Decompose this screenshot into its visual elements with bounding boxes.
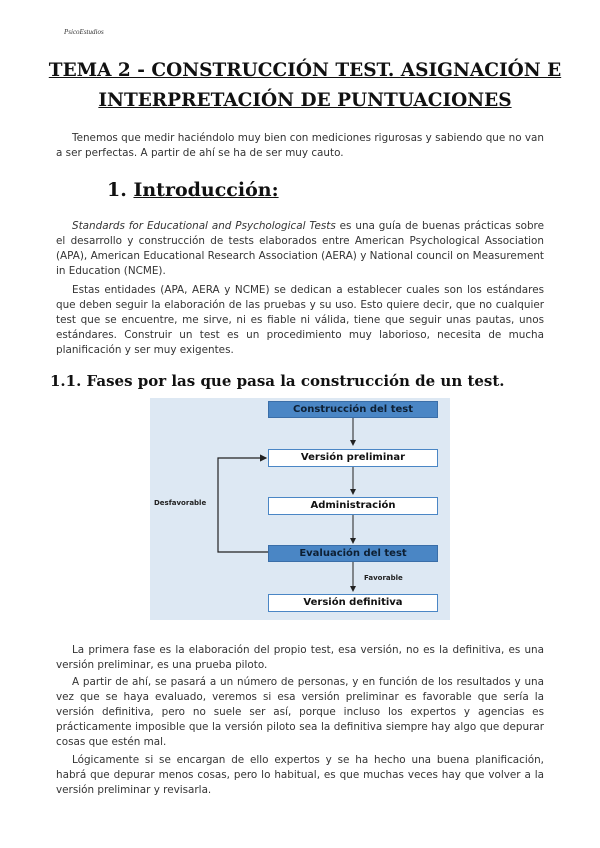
- box-administracion: Administración: [268, 497, 438, 515]
- section-1-1-heading: 1.1. Fases por las que pasa la construcción de un test.: [50, 372, 505, 390]
- header-brand: PsicoEstudios: [64, 28, 104, 36]
- body-paragraph-1: La primera fase es la elaboración del propio test, esa versión, no es la definitiva, es una versión preliminar, es una prueba piloto.: [56, 644, 544, 671]
- box-construccion: Construcción del test: [268, 401, 438, 418]
- feedback-loop-arrow: [218, 458, 268, 552]
- section-1-paragraph-2: Estas entidades (APA, AERA y NCME) se dedican a establecer cuales son los estándares que deben seguir la elaboración de las pruebas y su uso. Esto quiere decir, que no cualquier test que se encuentre, me sirve, ni es fiable ni válida, tiene que seguir unas pautas, unos estándares. Construir un test es un procedimiento muy laborioso, necesita de mucha planificación y ser muy exigentes.: [56, 284, 544, 356]
- label-desfavorable: Desfavorable: [154, 499, 207, 507]
- title-line-1: TEMA 2 - CONSTRUCCIÓN TEST. ASIGNACIÓN E: [48, 60, 562, 81]
- section-1-heading: [107, 179, 279, 201]
- label-favorable: Favorable: [364, 574, 403, 582]
- section-1-paragraph-1: Standards for Educational and Psychological Tests es una guía de buenas prácticas sobre el desarrollo y construcción de tests elaborados entre American Psychological Association (APA), American Educational Research Association (AERA) y National council on Measurement in Education (NCME).: [56, 220, 544, 277]
- intro-paragraph: Tenemos que medir haciéndolo muy bien con mediciones rigurosas y sabiendo que no van a ser perfectas. A partir de ahí se ha de ser muy cauto.: [56, 132, 544, 159]
- section-1-number: 1.: [107, 179, 127, 201]
- box-version-preliminar: Versión preliminar: [268, 449, 438, 467]
- box-evaluacion: Evaluación del test: [268, 545, 438, 562]
- page-title: [40, 56, 570, 116]
- body-paragraph-2: A partir de ahí, se pasará a un número de personas, y en función de los resultados y una vez que se haya evaluado, veremos si esa versión preliminar es favorable que sería la versión definitiva, pero no suele ser así, porque incluso los expertos y agencias es prácticamente imposible que la versión piloto sea la definitiva siempre hay algo que depurar cosas que estén mal.: [56, 676, 544, 748]
- section-1-title: Introducción:: [133, 179, 279, 201]
- body-paragraph-3: Lógicamente si se encargan de ello expertos y se ha hecho una buena planificación, habrá que depurar menos cosas, pero lo habitual, es que muchas veces hay que volver a la versión preliminar y revisarla.: [56, 754, 544, 796]
- box-version-definitiva: Versión definitiva: [268, 594, 438, 612]
- title-line-2: INTERPRETACIÓN DE PUNTUACIONES: [98, 90, 512, 111]
- test-construction-flowchart: [150, 398, 450, 620]
- standards-title: Standards for Educational and Psychological Tests: [72, 220, 336, 232]
